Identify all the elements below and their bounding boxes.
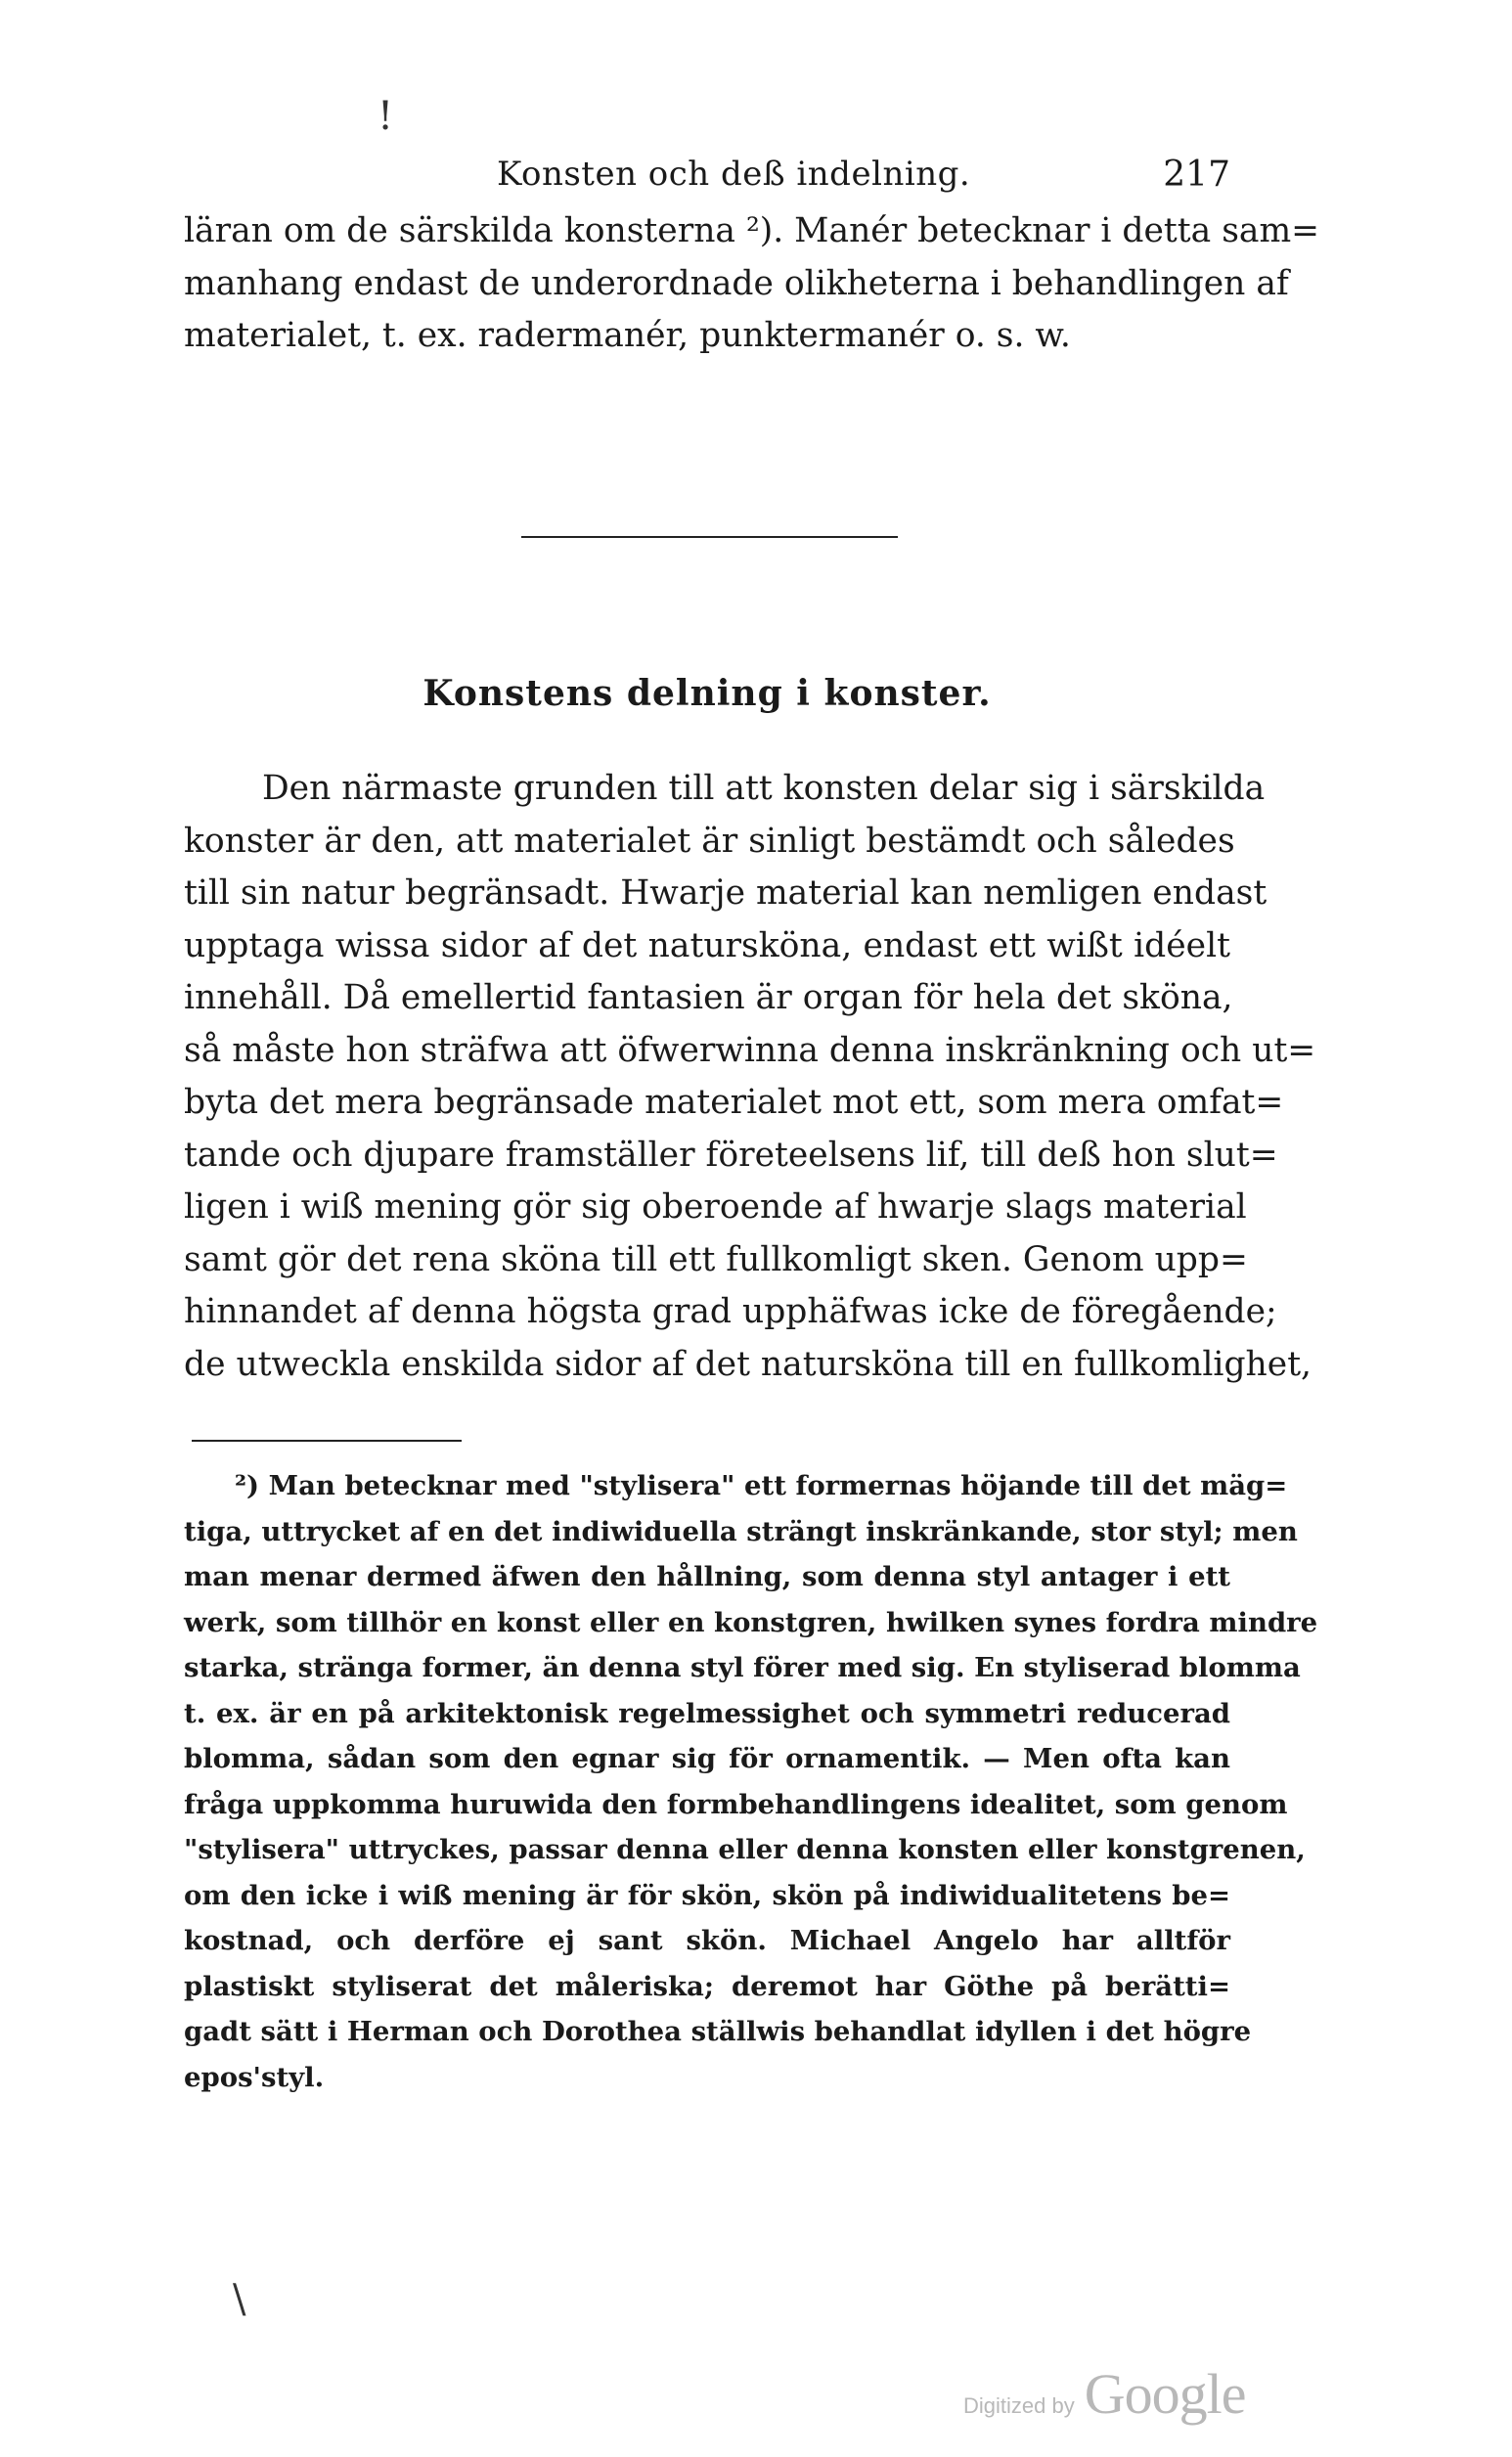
text-line: till sin natur begränsadt. Hwarje material kan nemligen endast [184,873,1267,913]
running-head: Konsten och deß indelning. [497,155,971,194]
footnote-line: fråga uppkomma huruwida den formbehandlingens idealitet, som genom [184,1788,1288,1820]
text-line: tande och djupare framställer företeelsens lif, till deß hon slut= [184,1135,1278,1175]
footnote-divider [192,1440,462,1442]
text-line: läran om de särskilda konsterna ²). Manér betecknar i detta sam= [184,211,1320,250]
footnote-line: t. ex. är en på arkitektonisk regelmessighet och symmetri reducerad [184,1697,1230,1729]
stray-mark-bottom: \ [233,2277,246,2322]
footnote-line: blomma, sådan som den egnar sig för ornamentik. — Men ofta kan [184,1743,1230,1774]
text-line: materialet, t. ex. radermanér, punktermanér o. s. w. [184,316,1071,355]
footnote-line: gadt sätt i Herman och Dorothea ställwis behandlat idyllen i det högre [184,2016,1252,2047]
section-divider [521,536,898,538]
footnote-line: werk, som tillhör en konst eller en konstgren, hwilken synes fordra mindre [184,1606,1318,1638]
section-heading: Konstens delning i konster. [422,673,992,714]
stray-mark-top: ! [378,94,394,139]
footnote-line: epos'styl. [184,2061,325,2093]
text-line: samt gör det rena sköna till ett fullkomligt sken. Genom upp= [184,1239,1248,1279]
page-header [184,155,1230,213]
text-line: Den närmaste grunden till att konsten delar sig i särskilda [262,769,1266,808]
watermark-prefix: Digitized by [963,2393,1075,2418]
footnote [184,1463,1318,2100]
text-line: så måste hon sträfwa att öfwerwinna denna inskränkning och ut= [184,1030,1316,1070]
footnote-line: plastiskt styliserat det måleriska; deremot har Göthe på berätti= [184,1970,1230,2002]
text-line: konster är den, att materialet är sinligt bestämdt och således [184,821,1235,861]
text-line: de utweckla enskilda sidor af det naturskönа till en fullkomlighet, [184,1344,1312,1384]
footnote-line: kostnad, och derföre ej sant skön. Michael Angelo har alltför [184,1925,1230,1956]
footnote-line: man menar dermed äfwen den hållning, som denna styl antager i ett [184,1561,1230,1592]
text-line: upptaga wissa sidor af det natursköna, endast ett wißt idéelt [184,925,1230,965]
google-logo: Google [1084,2362,1246,2426]
main-paragraph [184,763,1316,1391]
footnote-line: om den icke i wiß mening är för skön, skön på indiwidualitetens be= [184,1879,1230,1911]
footnote-line: tiga, uttrycket af en det indiwiduella strängt inskränkande, stor styl; men [184,1515,1298,1547]
text-line: hinnandet af denna högsta grad upphäfwas icke de föregående; [184,1292,1277,1331]
text-line: manhang endast de underordnade olikheterna i behandlingen af [184,263,1289,303]
digitized-watermark [963,2361,1245,2427]
footnote-line: "stylisera" uttryckes, passar denna eller denna konsten eller konstgrenen, [184,1834,1306,1865]
footnote-line: starka, stränga former, än denna styl förer med sig. En styliserad blomma [184,1652,1301,1683]
text-line: ligen i wiß mening gör sig oberoende af hwarje slags material [184,1187,1247,1227]
text-line: innehåll. Då emellertid fantasien är organ för hela det sköna, [184,978,1233,1017]
text-line: byta det mera begränsade materialet mot ett, som mera omfat= [184,1083,1284,1122]
top-paragraph [184,205,1320,363]
page-number: 217 [1163,155,1230,195]
footnote-line: ²) Man betecknar med "stylisera" ett formernas höjande till det mäg= [235,1470,1288,1501]
